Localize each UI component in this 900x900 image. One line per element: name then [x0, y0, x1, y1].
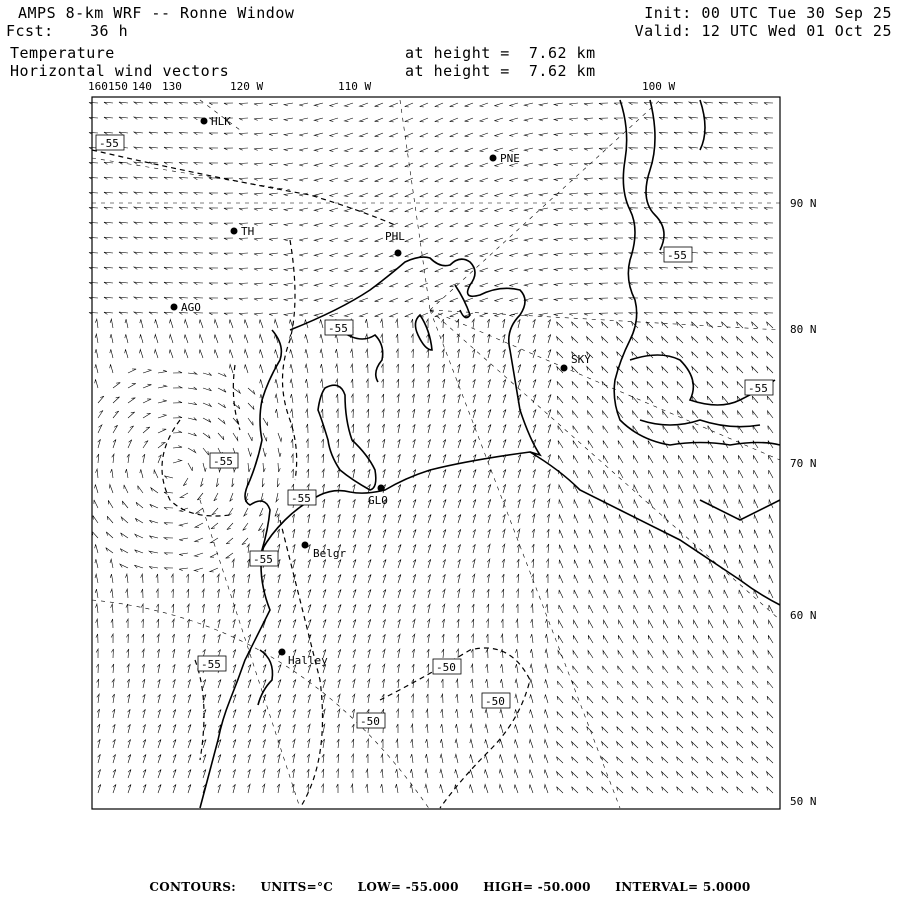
lat-label: 50 N: [790, 795, 817, 808]
low-value: LOW= -55.000: [357, 880, 459, 894]
lon-label: 130: [162, 80, 182, 93]
lon-label: 110 W: [338, 80, 372, 93]
forecast-hours: 36 h: [90, 22, 129, 40]
contour-label: -55: [99, 137, 119, 150]
init-time: Init: 00 UTC Tue 30 Sep 25: [644, 4, 892, 22]
field1-name: Temperature: [10, 44, 115, 62]
lon-label: 100 W: [642, 80, 676, 93]
lon-label: 140: [132, 80, 152, 93]
high-value: HIGH= -50.000: [483, 880, 591, 894]
model-title: AMPS 8-km WRF -- Ronne Window: [18, 4, 295, 22]
station-label: AGO: [181, 301, 201, 314]
contours-label: CONTOURS:: [149, 880, 236, 894]
lat-label: 90 N: [790, 197, 817, 210]
lat-label: 70 N: [790, 457, 817, 470]
contour-label: -55: [201, 658, 221, 671]
contour-label: -55: [328, 322, 348, 335]
units-label: UNITS=°C: [260, 880, 334, 894]
station-label: TH: [241, 225, 255, 238]
ice-shelf-edges: [92, 150, 530, 808]
contour-label: -55: [253, 553, 273, 566]
stations: [171, 115, 592, 667]
contour-label: -55: [213, 455, 233, 468]
field2-name: Horizontal wind vectors: [10, 62, 230, 80]
wind-vectors: [89, 102, 773, 793]
contour-label: -50: [436, 661, 456, 674]
station-label: SKY: [571, 353, 591, 366]
graticule: [92, 100, 780, 810]
contour-label: -50: [485, 695, 505, 708]
station-label: Belgr: [313, 547, 347, 560]
lat-label: 60 N: [790, 609, 817, 622]
contour-label: -55: [667, 249, 687, 262]
contour-labels: [96, 135, 773, 728]
wind-vector-field: [89, 102, 773, 793]
map-frame: [92, 97, 780, 809]
contour-label: -55: [291, 492, 311, 505]
longitude-labels: [88, 80, 675, 93]
lon-label: 160: [88, 80, 108, 93]
valid-time: Valid: 12 UTC Wed 01 Oct 25: [634, 22, 892, 40]
contour-legend: [0, 880, 900, 894]
station-label: Halley: [288, 654, 328, 667]
latitude-labels: [790, 197, 817, 808]
contour-label: -50: [360, 715, 380, 728]
station-label: GLO: [368, 494, 388, 507]
lon-label: 150: [108, 80, 128, 93]
contour-label: -55: [748, 382, 768, 395]
interval-value: INTERVAL= 5.0000: [615, 880, 751, 894]
lat-label: 80 N: [790, 323, 817, 336]
lon-label: 120 W: [230, 80, 264, 93]
station-label: PNE: [500, 152, 520, 165]
field1-height: at height = 7.62 km: [405, 44, 596, 62]
field2-height: at height = 7.62 km: [405, 62, 596, 80]
forecast-label: Fcst:: [6, 22, 54, 40]
station-label: HLK: [211, 115, 231, 128]
station-label: PHL: [385, 230, 405, 243]
